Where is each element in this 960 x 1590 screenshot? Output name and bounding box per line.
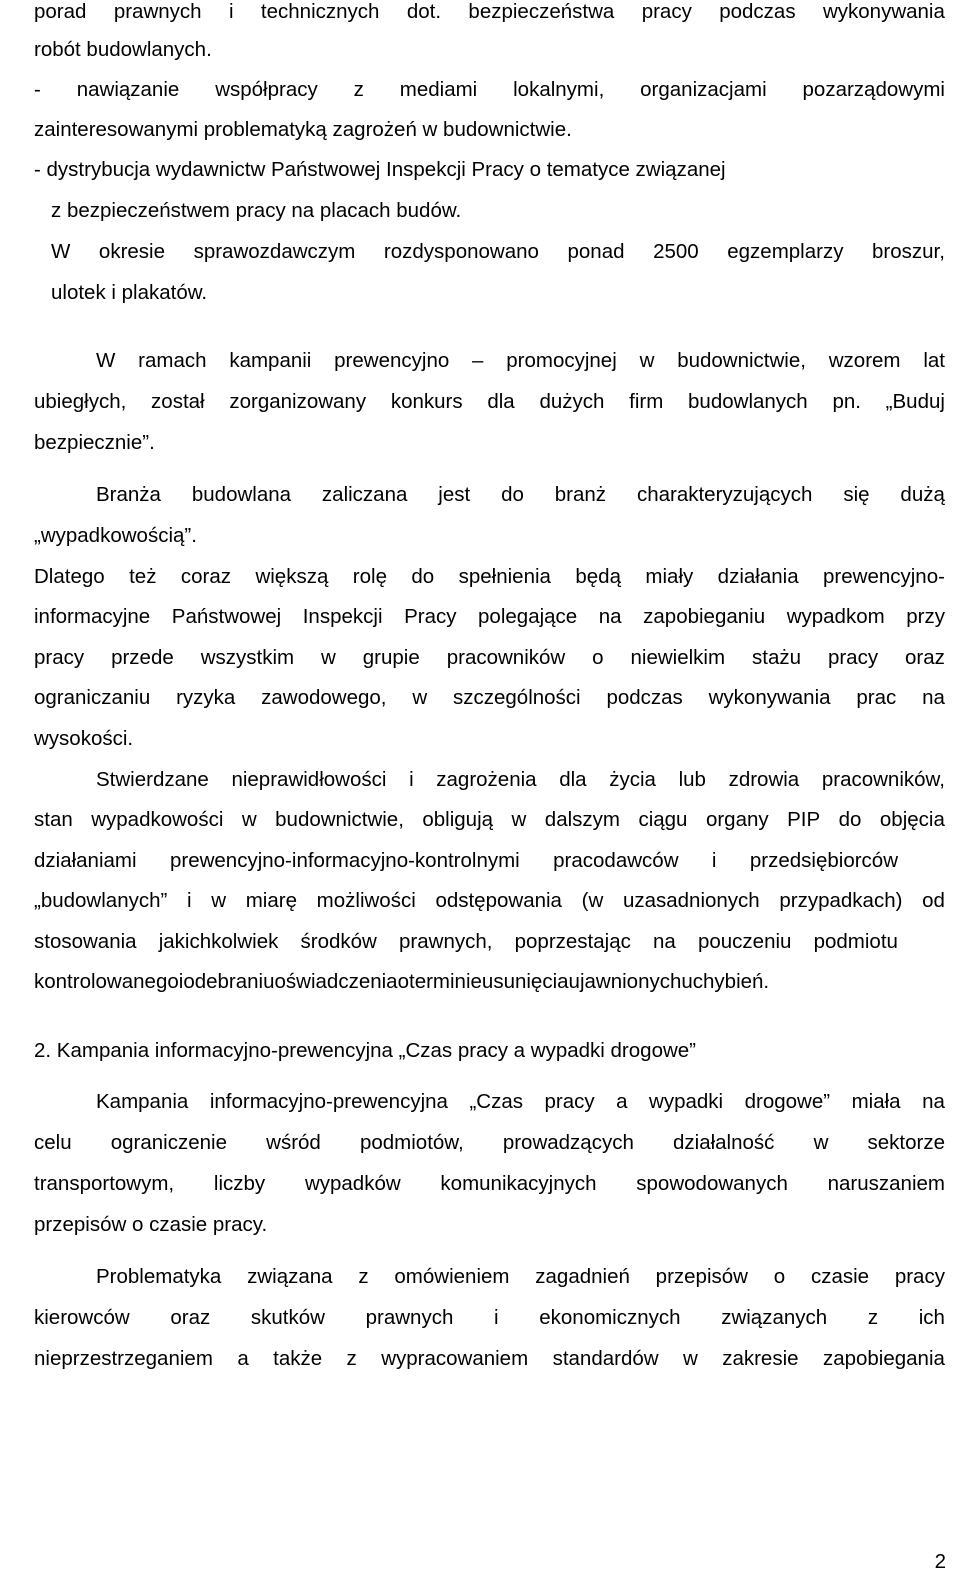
word: wśród <box>266 1131 321 1154</box>
word: podmiotów, <box>359 1131 464 1154</box>
text-line <box>34 889 945 913</box>
word: wykonywania <box>708 686 831 709</box>
word: drogowe” <box>744 1090 831 1113</box>
word: Branża <box>96 483 161 506</box>
text-line <box>34 390 945 414</box>
word: się <box>843 483 870 506</box>
word: prac <box>856 686 897 709</box>
word: na <box>598 605 622 628</box>
word: informacyjne <box>34 605 151 628</box>
word: stan <box>34 808 73 831</box>
word: działaniami <box>34 849 137 872</box>
text-line: przepisów o czasie pracy. <box>34 1213 268 1236</box>
word: wszystkim <box>200 646 295 669</box>
word: o <box>773 1265 786 1288</box>
word: i <box>409 768 414 791</box>
word: celu <box>34 1131 72 1154</box>
word: miała <box>851 1090 901 1113</box>
text-line <box>34 1172 945 1196</box>
word: niewielkim <box>630 646 726 669</box>
word: stażu <box>752 646 801 669</box>
word: ograniczenie <box>110 1131 227 1154</box>
word: też <box>129 565 157 588</box>
word: pracy <box>894 1265 945 1288</box>
word: liczby <box>213 1172 266 1195</box>
word: transportowym, <box>34 1172 175 1195</box>
word: z <box>867 1306 879 1329</box>
word: zagadnień <box>535 1265 630 1288</box>
word: wypadków <box>304 1172 401 1195</box>
word: zdrowia <box>728 768 800 791</box>
word: działania <box>717 565 799 588</box>
text-line <box>34 605 945 629</box>
word: nawiązanie <box>76 78 180 101</box>
word: zapobieganiu <box>643 605 766 628</box>
text-line <box>34 808 945 832</box>
word: o <box>397 970 409 993</box>
word: prowadzących <box>502 1131 634 1154</box>
word: w <box>211 889 227 912</box>
word: zaliczana <box>321 483 408 506</box>
word: Dlatego <box>34 565 105 588</box>
word: przepisów <box>655 1265 748 1288</box>
word: na <box>922 686 945 709</box>
text-line <box>96 1090 945 1114</box>
word: do <box>838 808 862 831</box>
word: oświadczenia <box>274 970 398 993</box>
word: ich <box>918 1306 945 1329</box>
text-line <box>34 686 945 710</box>
text-line <box>34 1347 945 1371</box>
word: nieprzestrzeganiem <box>34 1347 213 1370</box>
word: budownictwie, <box>275 808 404 831</box>
word: pn. <box>832 390 861 413</box>
text-line <box>34 1306 945 1330</box>
word: - <box>34 78 41 101</box>
word: konkurs <box>390 390 463 413</box>
word: od <box>922 889 945 912</box>
word: większą <box>255 565 329 588</box>
word: pracowników, <box>821 768 945 791</box>
word: do <box>411 565 435 588</box>
word: zagrożenia <box>436 768 537 791</box>
word: i <box>187 889 192 912</box>
word: o <box>592 646 604 669</box>
text-line: robót budowlanych. <box>34 38 212 61</box>
word: oraz <box>170 1306 211 1329</box>
word: W <box>96 349 116 372</box>
word: wypadkowości <box>91 808 224 831</box>
text-line <box>96 483 945 507</box>
word: ubiegłych, <box>34 390 127 413</box>
word: ponad <box>567 240 625 263</box>
word: na <box>922 1090 945 1113</box>
word: charakteryzujących <box>636 483 813 506</box>
word: mediami <box>399 78 478 101</box>
word: budowlanych <box>688 390 808 413</box>
word: omówieniem <box>394 1265 510 1288</box>
word: prewencyjno-informacyjno-kontrolnymi <box>169 849 520 872</box>
word: rozdysponowano <box>383 240 539 263</box>
word: kontrolowanego <box>34 970 179 993</box>
text-line <box>34 930 898 954</box>
word: przypadkach) <box>779 889 903 912</box>
word: środków <box>300 930 377 953</box>
word: okresie <box>98 240 166 263</box>
word: obligują <box>422 808 494 831</box>
word: standardów <box>552 1347 659 1370</box>
word: zorganizowany <box>229 390 367 413</box>
word: wypracowaniem <box>381 1347 529 1370</box>
word: objęcia <box>879 808 945 831</box>
word: wykonywania <box>822 0 945 23</box>
text-line <box>34 78 945 102</box>
word: informacyjno-prewencyjna <box>209 1090 448 1113</box>
word: „Buduj <box>885 390 945 413</box>
word: podczas <box>606 686 683 709</box>
word: dla <box>487 390 515 413</box>
word: związanych <box>721 1306 828 1329</box>
word: w <box>682 1347 698 1370</box>
text-line: bezpiecznie”. <box>34 431 155 454</box>
word: pracowników <box>446 646 566 669</box>
word: skutków <box>250 1306 325 1329</box>
word: został <box>151 390 205 413</box>
text-line: 2. Kampania informacyjno-prewencyjna „Czas pracy a wypadki drogowe” <box>34 1039 696 1062</box>
word: sektorze <box>867 1131 945 1154</box>
text-line <box>34 565 945 589</box>
word: 2500 <box>653 240 699 263</box>
word: działalność <box>673 1131 775 1154</box>
word: odstępowania <box>435 889 562 912</box>
word: spełnienia <box>458 565 551 588</box>
word: ryzyka <box>176 686 236 709</box>
word: możliwości <box>316 889 416 912</box>
text-line: ulotek i plakatów. <box>51 281 208 304</box>
word: przedsiębiorców <box>749 849 898 872</box>
word: wzorem <box>828 349 901 372</box>
word: pouczeniu <box>697 930 792 953</box>
word: pozarządowymi <box>802 78 945 101</box>
word: uzasadnionych <box>622 889 760 912</box>
word: współpracy <box>215 78 318 101</box>
word: lub <box>678 768 706 791</box>
word: odebraniu <box>183 970 275 993</box>
word: budowlana <box>191 483 292 506</box>
word: rolę <box>352 565 387 588</box>
word: ciągu <box>638 808 688 831</box>
word: związana <box>247 1265 333 1288</box>
text-line <box>34 0 945 24</box>
text-line <box>96 1265 945 1289</box>
word: szczególności <box>452 686 581 709</box>
word: nieprawidłowości <box>231 768 387 791</box>
word: i <box>228 0 234 23</box>
word: PIP <box>787 808 821 831</box>
word: z <box>346 1347 357 1370</box>
word: prawnych <box>365 1306 454 1329</box>
word: i <box>178 970 184 993</box>
word: terminie <box>409 970 482 993</box>
word: dużych <box>539 390 605 413</box>
word: i <box>711 849 717 872</box>
text-line <box>34 849 898 873</box>
word: egzemplarzy <box>727 240 844 263</box>
word: dla <box>559 768 587 791</box>
word: a <box>237 1347 249 1370</box>
word: prewencyjno- <box>823 565 945 588</box>
word: z <box>353 78 364 101</box>
word: dużą <box>900 483 945 506</box>
word: zapobiegania <box>822 1347 945 1370</box>
word: jakichkolwiek <box>158 930 279 953</box>
word: W <box>51 240 71 263</box>
word: organy <box>705 808 769 831</box>
word: miarę <box>245 889 297 912</box>
word: firm <box>629 390 664 413</box>
word: w <box>412 686 428 709</box>
word: dalszym <box>544 808 620 831</box>
word: Kampania <box>96 1090 189 1113</box>
word: – <box>472 349 484 372</box>
word: kierowców <box>34 1306 130 1329</box>
word: komunikacyjnych <box>440 1172 597 1195</box>
word: wypadki <box>649 1090 724 1113</box>
word: zakresie <box>722 1347 799 1370</box>
word: w <box>813 1131 829 1154</box>
word: prawnych, <box>399 930 493 953</box>
word: dot. <box>406 0 442 23</box>
word: i <box>494 1306 499 1329</box>
word: z <box>358 1265 369 1288</box>
word: broszur, <box>872 240 945 263</box>
word: budownictwie, <box>677 349 806 372</box>
word: pracodawców <box>553 849 679 872</box>
word: na <box>653 930 676 953</box>
word: sprawozdawczym <box>193 240 356 263</box>
word: ograniczaniu <box>34 686 151 709</box>
page-number: 2 <box>934 1550 946 1573</box>
word: zawodowego, <box>261 686 387 709</box>
word: także <box>273 1347 323 1370</box>
word: podczas <box>719 0 796 23</box>
word: (w <box>581 889 604 912</box>
word: lokalnymi, <box>513 78 605 101</box>
word: Stwierdzane <box>96 768 209 791</box>
word: porad <box>34 0 87 23</box>
word: ekonomicznych <box>539 1306 681 1329</box>
word: jest <box>438 483 471 506</box>
word: usunięcia <box>481 970 569 993</box>
word: branż <box>554 483 607 506</box>
word: pracy <box>641 0 692 23</box>
word: w <box>321 646 336 669</box>
text-line: zainteresowanymi problematyką zagrożeń w budownictwie. <box>34 118 572 141</box>
word: uchybień. <box>681 970 770 993</box>
word: w <box>241 808 257 831</box>
word: naruszaniem <box>827 1172 945 1195</box>
word: czasie <box>810 1265 870 1288</box>
word: ramach <box>138 349 207 372</box>
word: Problematyka <box>96 1265 222 1288</box>
text-line <box>96 768 945 792</box>
word: miały <box>645 565 694 588</box>
word: w <box>639 349 655 372</box>
word: prewencyjno <box>334 349 450 372</box>
word: pracy <box>827 646 879 669</box>
text-line: z bezpieczeństwem pracy na placach budów. <box>51 199 462 222</box>
word: polegające <box>478 605 578 628</box>
text-line <box>96 349 945 373</box>
word: lat <box>923 349 945 372</box>
word: „budowlanych” <box>34 889 168 912</box>
word: ujawnionych <box>568 970 682 993</box>
word: życia <box>609 768 656 791</box>
word: Pracy <box>404 605 457 628</box>
word: grupie <box>362 646 420 669</box>
word: podmiotu <box>813 930 898 953</box>
text-line: „wypadkowością”. <box>34 524 197 547</box>
text-line: - dystrybucja wydawnictw Państwowej Inspekcji Pracy o tematyce związanej <box>34 158 726 181</box>
word: oraz <box>905 646 945 669</box>
text-line: wysokości. <box>34 727 134 750</box>
word: pracy <box>544 1090 595 1113</box>
word: poprzestając <box>514 930 631 953</box>
word: Państwowej <box>171 605 282 628</box>
word: promocyjnej <box>506 349 617 372</box>
word: a <box>616 1090 628 1113</box>
text-line <box>51 240 945 264</box>
word: „Czas <box>469 1090 523 1113</box>
word: stosowania <box>34 930 137 953</box>
word: wypadkom <box>786 605 885 628</box>
word: pracy <box>34 646 85 669</box>
text-line <box>34 1131 945 1155</box>
word: Inspekcji <box>302 605 383 628</box>
word: w <box>511 808 527 831</box>
word: kampanii <box>229 349 312 372</box>
word: do <box>501 483 524 506</box>
text-line <box>34 646 945 670</box>
word: organizacjami <box>640 78 767 101</box>
word: będą <box>575 565 621 588</box>
word: prawnych <box>113 0 202 23</box>
word: przede <box>111 646 174 669</box>
word: bezpieczeństwa <box>468 0 615 23</box>
word: przy <box>906 605 945 628</box>
word: spowodowanych <box>636 1172 788 1195</box>
word: technicznych <box>260 0 380 23</box>
word: coraz <box>180 565 232 588</box>
